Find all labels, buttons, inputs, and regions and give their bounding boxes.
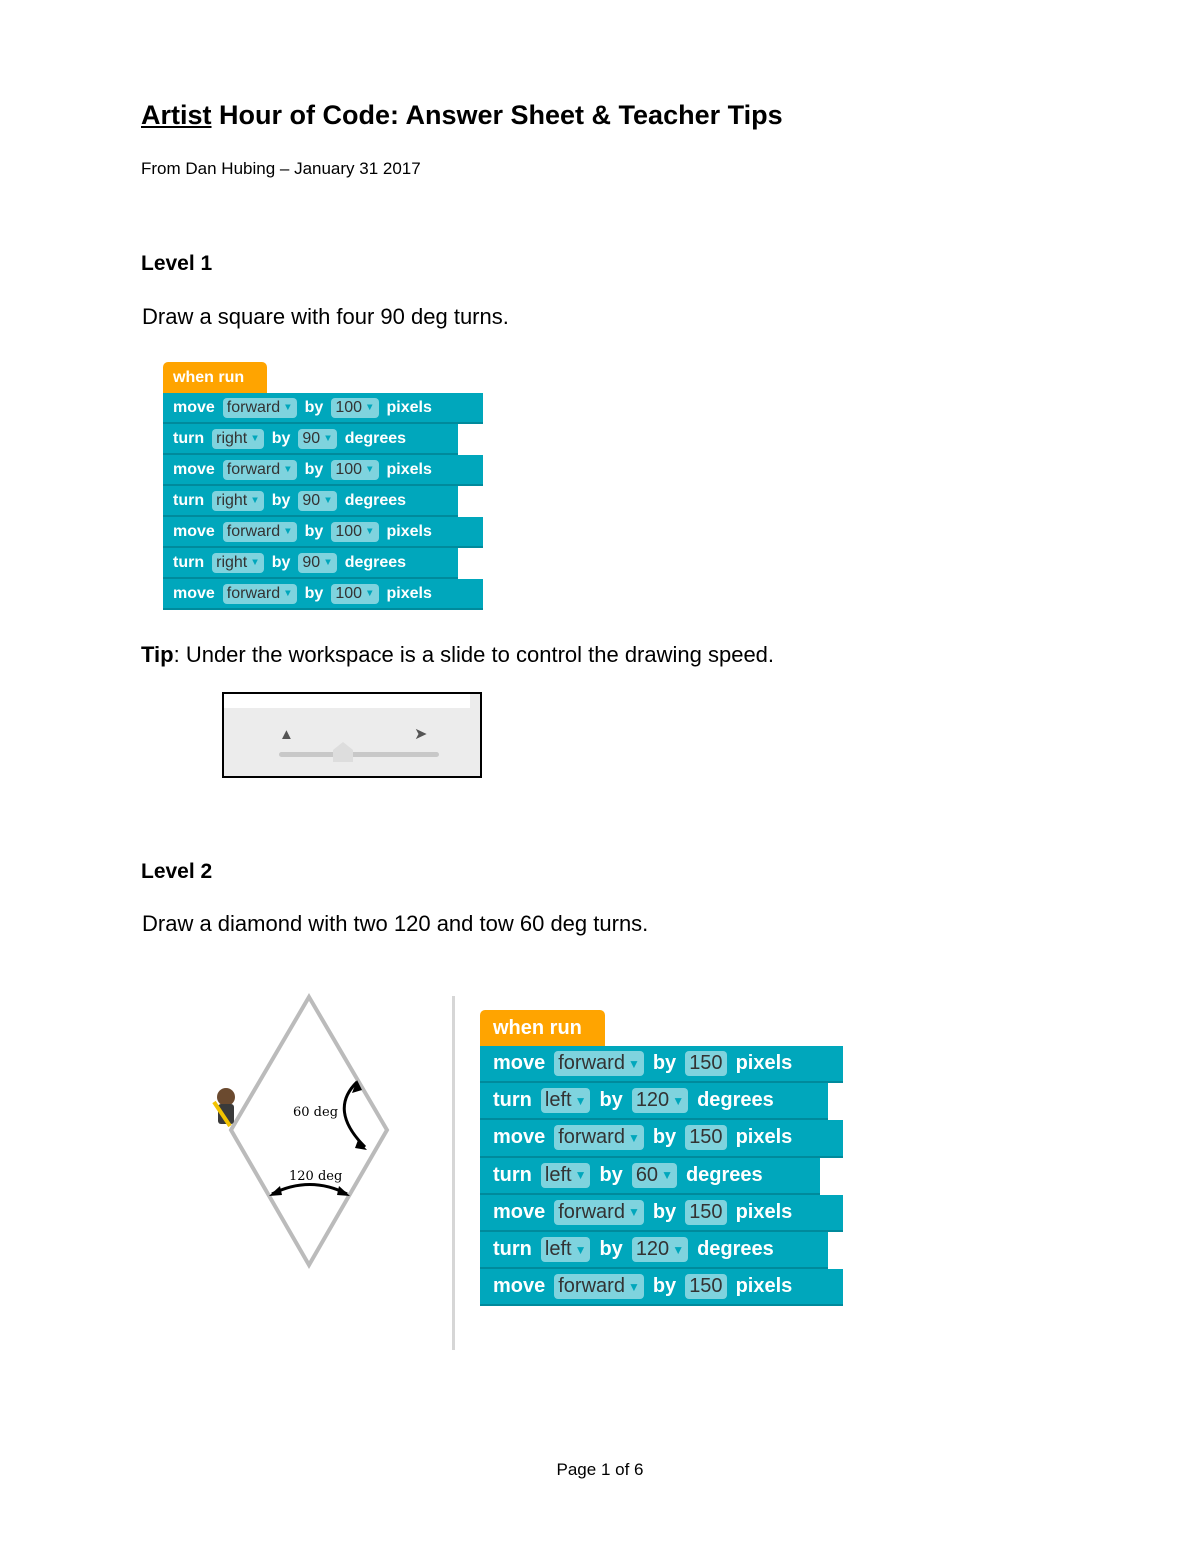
move-block [480,1120,843,1157]
block-by: by [304,584,324,602]
block-unit: pixels [386,584,432,602]
block-by: by [652,1126,677,1149]
dropdown-arrow-icon: ▼ [574,1168,587,1183]
block-unit: pixels [735,1052,793,1075]
direction-value: forward [226,522,281,540]
level1-heading: Level 1 [141,252,213,275]
slider-strip [224,694,470,708]
block-by: by [271,491,291,509]
amount-field[interactable] [685,1125,726,1150]
amount-value: 90 [302,553,321,571]
block-by: by [599,1089,623,1112]
dropdown-arrow-icon: ▼ [365,402,375,413]
arrowhead [269,1186,282,1196]
direction-dropdown[interactable] [554,1274,644,1299]
block-verb: turn [493,1089,532,1112]
direction-value: forward [558,1126,625,1149]
level2-heading: Level 2 [141,860,213,883]
dropdown-arrow-icon: ▼ [283,464,293,475]
direction-value: right [216,553,248,571]
dropdown-arrow-icon: ▼ [365,526,375,537]
level2-description: Draw a diamond with two 120 and tow 60 deg turns. [142,911,649,936]
dropdown-arrow-icon: ▼ [627,1130,640,1145]
amount-field[interactable] [685,1274,726,1299]
dropdown-arrow-icon: ▼ [574,1242,587,1257]
amount-value: 90 [302,491,321,509]
direction-dropdown[interactable] [223,522,297,542]
block-verb: turn [173,491,205,509]
move-block [480,1195,843,1232]
move-block [163,579,483,610]
amount-value: 120 [635,1089,670,1112]
turtle-icon: ▲ [279,726,294,743]
amount-value: 150 [689,1126,723,1149]
amount-value: 150 [689,1275,723,1298]
direction-value: left [544,1163,572,1186]
turn-block [163,424,458,455]
amount-field[interactable] [331,460,378,480]
block-verb: turn [493,1238,532,1261]
direction-value: left [544,1089,572,1112]
block-verb: move [173,522,215,540]
block-by: by [599,1238,623,1261]
tip-text [141,642,774,668]
turn-block [163,486,458,517]
amount-field[interactable] [298,553,336,573]
dropdown-arrow-icon: ▼ [627,1056,640,1071]
level2-code-blocks [480,1010,843,1306]
direction-value: forward [558,1275,625,1298]
rabbit-icon: ➤ [414,726,428,743]
title-artist: Artist [141,100,212,130]
amount-value: 60 [635,1163,659,1186]
level1-code-blocks [163,362,483,610]
direction-dropdown[interactable] [223,398,297,418]
direction-value: forward [558,1200,625,1223]
diamond-shape [231,997,387,1265]
amount-value: 150 [689,1200,723,1223]
block-verb: move [493,1275,546,1298]
amount-field[interactable] [331,398,378,418]
direction-dropdown[interactable] [554,1125,644,1150]
direction-value: forward [226,584,281,602]
block-unit: degrees [344,429,407,447]
block-unit: pixels [386,522,432,540]
direction-value: right [216,429,248,447]
block-verb: turn [493,1163,532,1186]
move-block [480,1269,843,1306]
diamond-diagram [200,990,400,1280]
amount-value: 100 [335,460,363,478]
block-unit: degrees [697,1089,774,1112]
dropdown-arrow-icon: ▼ [365,588,375,599]
divider [452,996,455,1350]
dropdown-arrow-icon: ▼ [323,433,333,444]
block-by: by [652,1052,677,1075]
dropdown-arrow-icon: ▼ [323,557,333,568]
direction-value: forward [226,398,281,416]
amount-field[interactable] [298,491,336,511]
dropdown-arrow-icon: ▼ [283,402,293,413]
tip-body: : Under the workspace is a slide to control the drawing speed. [173,642,775,667]
artist-character-icon [214,1088,235,1126]
amount-field[interactable] [685,1051,726,1076]
move-block [163,455,483,486]
direction-dropdown[interactable] [223,460,297,480]
level1-description: Draw a square with four 90 deg turns. [142,304,509,329]
turn-block [480,1232,828,1269]
direction-dropdown[interactable] [554,1051,644,1076]
amount-value: 100 [335,584,363,602]
amount-field[interactable] [331,584,378,604]
amount-value: 90 [302,429,321,447]
block-unit: pixels [735,1126,793,1149]
block-verb: move [173,460,215,478]
angle-120-label: 120 deg [289,1169,343,1184]
block-unit: degrees [697,1238,774,1261]
dropdown-arrow-icon: ▼ [574,1093,587,1108]
block-verb: move [173,584,215,602]
direction-dropdown[interactable] [223,584,297,604]
amount-field[interactable] [331,522,378,542]
amount-field[interactable] [632,1088,688,1113]
tip-label: Tip [141,642,174,667]
page-title [141,100,783,131]
block-unit: degrees [344,491,407,509]
title-rest: Hour of Code: Answer Sheet & Teacher Tips [211,100,783,130]
move-block [480,1046,843,1083]
amount-value: 120 [635,1238,670,1261]
block-verb: turn [173,553,205,571]
dropdown-arrow-icon: ▼ [283,588,293,599]
block-verb: turn [173,429,205,447]
direction-value: right [216,491,248,509]
block-by: by [304,460,324,478]
arrowhead [337,1186,350,1196]
dropdown-arrow-icon: ▼ [250,433,260,444]
angle-60-label: 60 deg [293,1105,339,1120]
amount-field[interactable] [685,1200,726,1225]
direction-dropdown[interactable] [212,429,264,449]
block-by: by [271,553,291,571]
dropdown-arrow-icon: ▼ [627,1205,640,1220]
amount-value: 150 [689,1052,723,1075]
arc-120 [272,1185,347,1195]
byline: From Dan Hubing – January 31 2017 [141,159,421,178]
amount-field[interactable] [632,1237,688,1262]
dropdown-arrow-icon: ▼ [250,495,260,506]
speed-slider-panel [222,692,482,778]
direction-value: forward [558,1052,625,1075]
direction-value: forward [226,460,281,478]
dropdown-arrow-icon: ▼ [627,1279,640,1294]
dropdown-arrow-icon: ▼ [672,1093,685,1108]
amount-value: 100 [335,522,363,540]
block-by: by [652,1200,677,1223]
direction-dropdown[interactable] [541,1163,591,1188]
direction-dropdown[interactable] [541,1088,591,1113]
direction-dropdown[interactable] [212,491,264,511]
block-by: by [304,398,324,416]
block-unit: pixels [735,1200,793,1223]
direction-dropdown[interactable] [212,553,264,573]
amount-field[interactable] [632,1163,677,1188]
direction-value: left [544,1238,572,1261]
block-unit: degrees [685,1163,763,1186]
block-verb: move [493,1200,546,1223]
dropdown-arrow-icon: ▼ [323,495,333,506]
amount-value: 100 [335,398,363,416]
block-unit: pixels [735,1275,793,1298]
dropdown-arrow-icon: ▼ [250,557,260,568]
turn-block [480,1083,828,1120]
block-unit: degrees [344,553,407,571]
block-verb: move [493,1126,546,1149]
move-block [163,517,483,548]
block-by: by [599,1163,623,1186]
block-verb: move [493,1052,546,1075]
block-unit: pixels [386,398,432,416]
dropdown-arrow-icon: ▼ [283,526,293,537]
speed-slider-track[interactable] [279,752,439,757]
turn-block [480,1158,820,1195]
speed-slider-thumb[interactable] [333,742,353,762]
direction-dropdown[interactable] [541,1237,591,1262]
block-unit: pixels [386,460,432,478]
when-run-block: when run [163,362,267,393]
block-by: by [271,429,291,447]
block-by: by [652,1275,677,1298]
amount-field[interactable] [298,429,336,449]
dropdown-arrow-icon: ▼ [365,464,375,475]
direction-dropdown[interactable] [554,1200,644,1225]
block-verb: move [173,398,215,416]
turn-block [163,548,458,579]
page-footer: Page 1 of 6 [556,1460,644,1479]
move-block [163,393,483,424]
dropdown-arrow-icon: ▼ [661,1168,673,1183]
block-by: by [304,522,324,540]
when-run-block: when run [480,1010,605,1046]
dropdown-arrow-icon: ▼ [672,1242,685,1257]
